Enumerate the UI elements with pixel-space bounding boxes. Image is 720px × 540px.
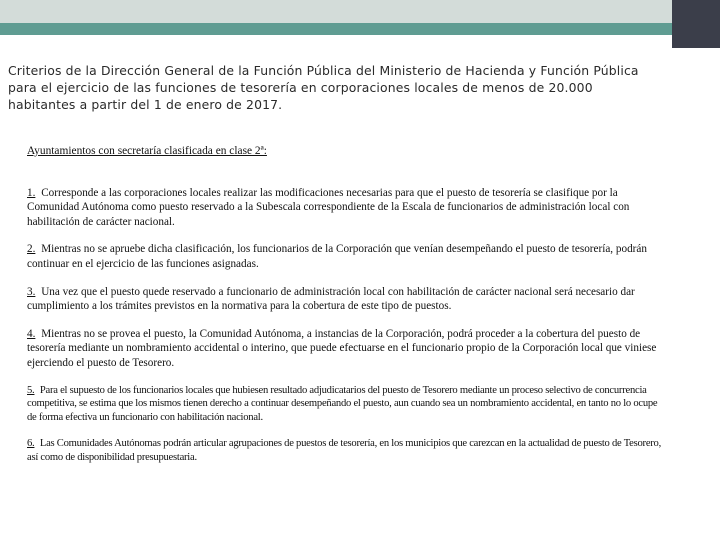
section-subheading: Ayuntamientos con secretaría clasificada en clase 2ª: [27,145,267,157]
paragraph-3 [27,285,667,314]
header-bar-teal [0,23,720,35]
paragraph-number: 2. [27,243,36,256]
paragraph-text: Mientras no se provea el puesto, la Comunidad Autónoma, a instancias de la Corporación, podrá proceder a la cobertura del puesto de tesorería mediante un nombramiento accidental o interino, que puede efectuarse en el funcionario propio de la Corporación local que viniese ejerciendo el puesto de Tesorero. [27,327,657,369]
paragraph-5 [27,384,667,425]
header-bar-light [0,0,672,23]
slide-title: Criterios de la Dirección General de la Función Pública del Ministerio de Hacienda y Función Pública para el ejercicio de las funciones de tesorería en corporaciones locales de menos de 20.000 habitantes a partir del 1 de enero de 2017. [8,63,639,112]
paragraph-text: Una vez que el puesto quede reservado a funcionario de administración local con habilitación de carácter nacional será necesario dar cumplimiento a los trámites previstos en la normativa para la cobertura de este tipo de puestos. [27,285,635,313]
paragraph-number: 5. [27,384,35,396]
paragraph-text: Las Comunidades Autónomas podrán articular agrupaciones de puestos de tesorería, en los municipios que carezcan en la actualidad de puesto de Tesorero, así como de disponibilidad presupuestaria. [27,438,662,463]
paragraph-number: 6. [27,438,35,450]
paragraph-1 [27,186,667,230]
paragraph-6 [27,437,667,464]
header-corner-block [672,0,720,48]
slide-content [27,144,667,478]
paragraph-text: Mientras no se apruebe dicha clasificación, los funcionarios de la Corporación que venían desempeñando el puesto de tesorería, podrán continuar en el ejercicio de las funciones asignadas. [27,243,647,270]
paragraph-4 [27,327,667,371]
paragraph-number: 3. [27,285,36,298]
paragraph-text: Corresponde a las corporaciones locales realizar las modificaciones necesarias para que el puesto de tesorería se clasifique por la Comunidad Autónoma como puesto reservado a la Subescala correspondiente de la Escala de funcionarios de administración local con habilitación de carácter nacional. [27,186,630,228]
paragraph-2 [27,242,667,271]
paragraph-number: 4. [27,327,36,340]
paragraph-text: Para el supuesto de los funcionarios locales que hubiesen resultado adjudicatarios del puesto de Tesorero mediante un proceso selectivo de concurrencia competitiva, se estima que los mismos tienen derecho a continuar desempeñando el puesto, aun cuando sea un nombramiento accidental, en tanto no lo ocupe de forma efectiva un funcionario con habilitación nacional. [27,384,658,423]
paragraph-number: 1. [27,186,36,199]
